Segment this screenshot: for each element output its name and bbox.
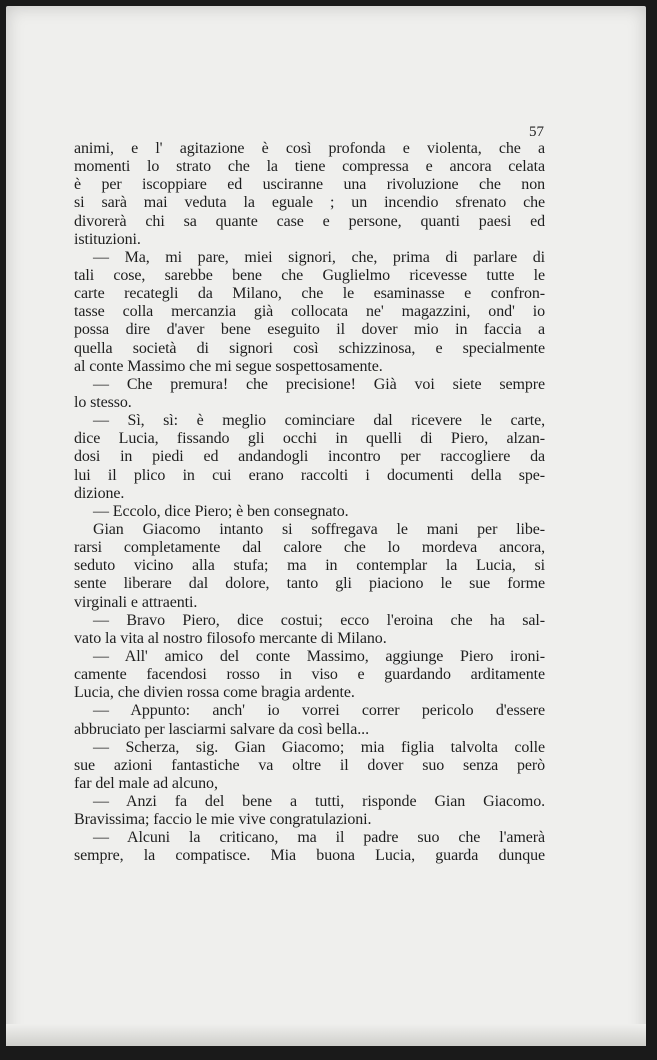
text-line: tasse colla mercanzia già collocata ne' magazzini, ond' io [74, 303, 545, 321]
text-line: Bravissima; faccio le mie vive congratulazioni. [74, 811, 372, 829]
text-line: virginali e attraenti. [74, 593, 198, 611]
text-line: Lucia, che divien rossa come bragia ardente. [74, 684, 355, 702]
text-line: quella società di signori così schizzinosa, e specialmente [74, 339, 545, 357]
text-line: dice Lucia, fissando gli occhi in quelli di Piero, alzan- [74, 430, 545, 448]
page-bottom-edge [6, 1024, 646, 1046]
text-line: possa dire d'aver bene eseguito il dover mio in faccia a [74, 321, 545, 339]
text-line: sue azioni fantastiche va oltre il dover suo senza però [74, 756, 545, 774]
text-line: — Scherza, sig. Gian Giacomo; mia figlia talvolta colle [93, 738, 545, 756]
text-block [74, 140, 545, 866]
text-line: è per iscoppiare ed usciranne una rivoluzione che non [74, 176, 545, 194]
text-line: — Bravo Piero, dice costui; ecco l'eroina che ha sal- [93, 611, 545, 629]
text-line: dizione. [74, 484, 125, 502]
text-line: dosi in piedi ed andandogli incontro per raccogliere da [74, 448, 545, 466]
book-page [6, 6, 646, 1046]
text-line: — Appunto: anch' io vorrei correr pericolo d'essere [93, 702, 545, 720]
text-line: — Eccolo, dice Piero; è ben consegnato. [93, 502, 349, 520]
text-line: rarsi completamente dal calore che lo mordeva ancora, [74, 539, 545, 557]
text-line: sempre, la compatisce. Mia buona Lucia, guarda dunque [74, 847, 545, 865]
text-line: — All' amico del conte Massimo, aggiunge Piero ironi- [93, 647, 545, 665]
text-line: lui il plico in cui erano raccolti i documenti della spe- [74, 466, 545, 484]
text-line: camente facendosi rosso in viso e guardando arditamente [74, 666, 545, 684]
text-line: — Sì, sì: è meglio cominciare dal ricevere le carte, [93, 412, 545, 430]
text-line: sente liberare dal dolore, tanto gli piaciono le sue forme [74, 575, 545, 593]
text-line: momenti lo strato che la tiene compressa e ancora celata [74, 158, 545, 176]
text-line: — Che premura! che precisione! Già voi siete sempre [93, 375, 545, 393]
text-line: far del male ad alcuno, [74, 774, 218, 792]
text-line: carte recategli da Milano, che le esaminasse e confron- [74, 285, 545, 303]
text-line: lo stesso. [74, 393, 132, 411]
text-line: tali cose, sarebbe bene che Guglielmo ricevesse tutte le [74, 266, 545, 284]
text-line: — Anzi fa del bene a tutti, risponde Gian Giacomo. [93, 793, 545, 811]
text-line: — Ma, mi pare, miei signori, che, prima di parlare di [93, 248, 545, 266]
text-line: al conte Massimo che mi segue sospettosamente. [74, 357, 383, 375]
page-number: 57 [529, 124, 544, 140]
text-line: — Alcuni la criticano, ma il padre suo che l'amerà [93, 829, 545, 847]
text-line: si sarà mai veduta la eguale ; un incendio sfrenato che [74, 194, 545, 212]
text-line: abbruciato per lasciarmi salvare da così bella... [74, 720, 369, 738]
text-line: Gian Giacomo intanto si soffregava le mani per libe- [93, 520, 545, 538]
text-line: istituzioni. [74, 230, 141, 248]
text-line: vato la vita al nostro filosofo mercante di Milano. [74, 629, 387, 647]
text-line: seduto vicino alla stufa; ma in contemplar la Lucia, si [74, 557, 545, 575]
text-line: divorerà chi sa quante case e persone, quanti paesi ed [74, 212, 545, 230]
text-line: animi, e l' agitazione è così profonda e violenta, che a [74, 140, 545, 157]
